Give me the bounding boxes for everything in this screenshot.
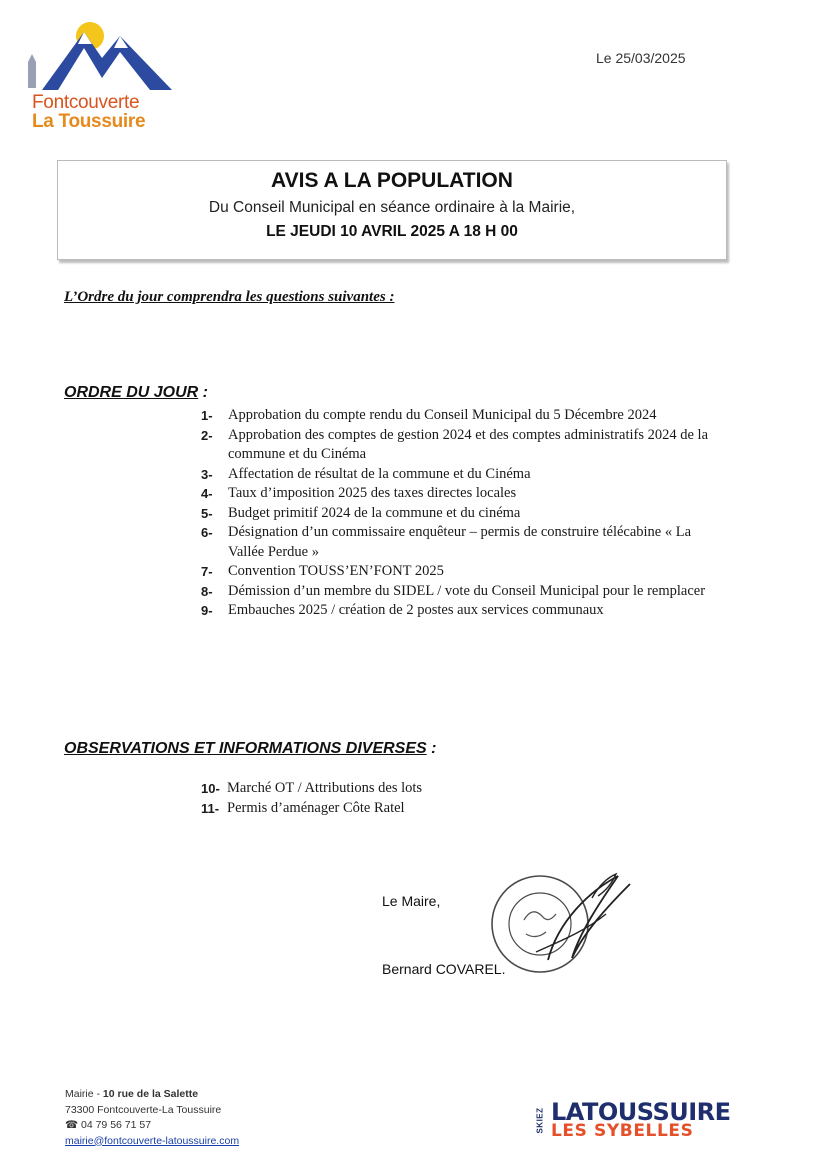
footer-email-link[interactable]: mairie@fontcouverte-latoussuire.com <box>65 1134 240 1147</box>
brand-vertical-text: SKIEZ <box>535 1107 545 1134</box>
resort-brand-logo <box>535 1098 731 1142</box>
official-stamp <box>488 862 638 992</box>
footer-phone: ☎ 04 79 56 71 57 <box>65 1119 152 1131</box>
notice-title: AVIS A LA POPULATION <box>271 169 513 192</box>
stamp-signature-icon <box>488 862 638 992</box>
list-item: 3- Affectation de résultat de la commune et du Cinéma <box>201 465 531 482</box>
list-item: 4- Taux d’imposition 2025 des taxes directes locales <box>201 485 517 501</box>
list-item: 9- Embauches 2025 / création de 2 postes aux services communaux <box>201 602 604 618</box>
brand-line-1: LATOUSSUIRE <box>551 1098 731 1126</box>
notice-subtitle: Du Conseil Municipal en séance ordinaire à la Mairie, <box>208 199 576 216</box>
municipal-logo <box>22 18 182 130</box>
phone-icon: ☎ <box>65 1119 81 1131</box>
document-date: Le 25/03/2025 <box>596 50 686 66</box>
agenda-list <box>201 406 718 621</box>
logo-line-1: Fontcouverte <box>32 92 140 113</box>
signature-label: Le Maire, <box>382 893 441 909</box>
footer-address: Mairie - 10 rue de la Salette <box>65 1088 199 1100</box>
observations-heading: OBSERVATIONS ET INFORMATIONS DIVERSES : <box>64 740 437 757</box>
notice-title-box <box>57 160 727 260</box>
meeting-datetime: LE JEUDI 10 AVRIL 2025 A 18 H 00 <box>266 223 518 240</box>
footer-contact <box>65 1087 239 1149</box>
agenda-heading: ORDRE DU JOUR : <box>64 384 209 401</box>
intro-text: L’Ordre du jour comprendra les questions suivantes : <box>64 289 395 305</box>
list-item: 11- Permis d’aménager Côte Ratel <box>201 799 405 816</box>
list-item: 5- Budget primitif 2024 de la commune et du cinéma <box>201 504 521 521</box>
list-item: 1- Approbation du compte rendu du Conseil Municipal du 5 Décembre 2024 <box>201 407 657 423</box>
list-item: 2- Approbation des comptes de gestion 2024 et des comptes administratifs 2024 de la commune et du Cinéma <box>201 426 709 462</box>
brand-line-2: LES SYBELLES <box>551 1121 694 1141</box>
list-item: 7- Convention TOUSS’EN’FONT 2025 <box>201 563 444 579</box>
logo-line-2: La Toussuire <box>32 111 146 132</box>
list-item: 8- Démission d’un membre du SIDEL / vote du Conseil Municipal pour le remplacer <box>201 582 706 599</box>
observations-list <box>201 779 717 818</box>
list-item: 6- Désignation d’un commissaire enquêteur – permis de construire télécabine « La Vallée Perdue » <box>201 524 692 560</box>
list-item: 10- Marché OT / Attributions des lots <box>201 780 423 796</box>
footer-city: 73300 Fontcouverte-La Toussuire <box>65 1103 222 1116</box>
mountain-sun-icon <box>22 18 182 98</box>
mayor-name: Bernard COVAREL. <box>382 961 506 977</box>
